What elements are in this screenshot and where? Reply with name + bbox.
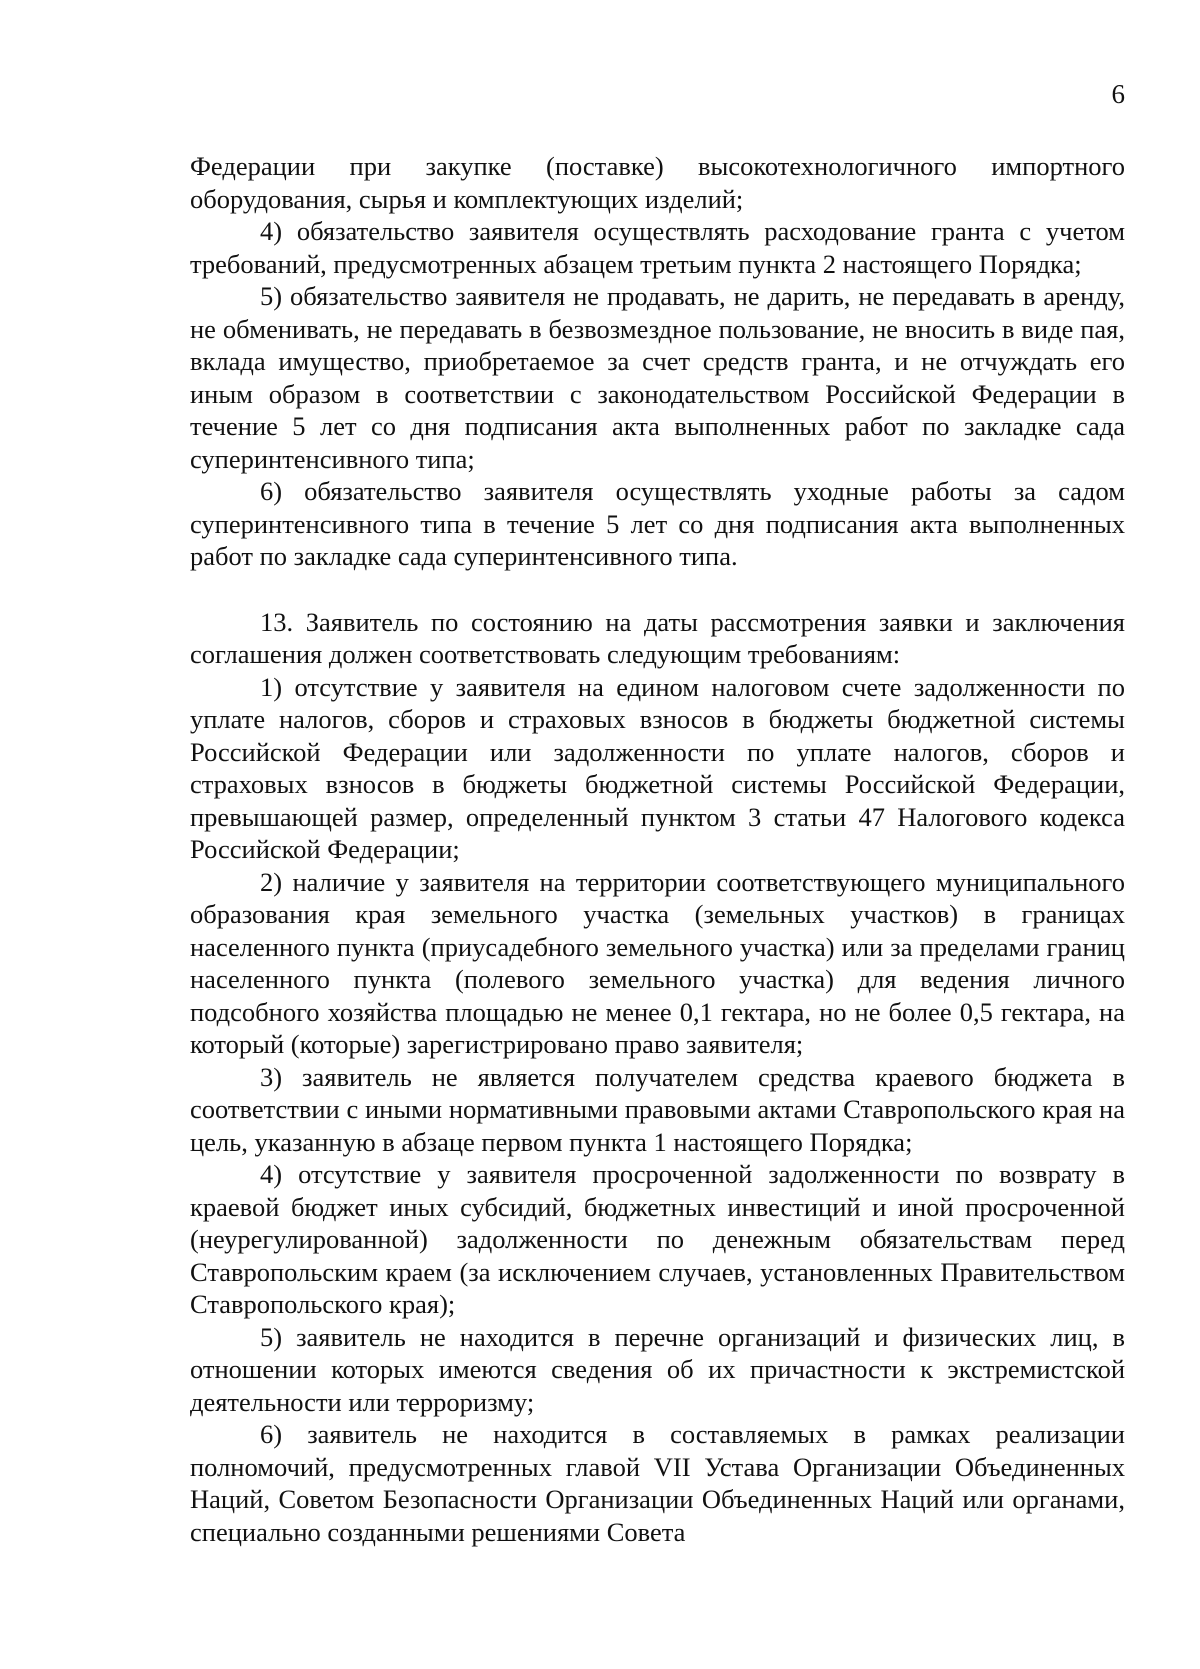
paragraph-item-5: 5) обязательство заявителя не продавать, не дарить, не передавать в аренду, не обменивать, не передавать в безвозмездное пользование, не вносить в виде пая, вклада имущество, приобретаемое за счет средств гранта, и не отчуждать его иным образом в соответствии с законодательством Российской Федерации в течение 5 лет со дня подписания акта выполненных работ по закладке сада суперинтенсивного типа;: [190, 281, 1125, 474]
paragraph-requirement-5: 5) заявитель не находится в перечне организаций и физических лиц, в отношении которых имеются сведения об их причастности к экстремистской деятельности или терроризму;: [190, 1321, 1125, 1417]
paragraph-item-6: 6) обязательство заявителя осуществлять уходные работы за садом суперинтенсивного типа в течение 5 лет со дня подписания акта выполненных работ по закладке сада суперинтенсивного типа.: [190, 476, 1125, 571]
document-body: [190, 150, 1125, 1548]
paragraph-continuation: Федерации при закупке (поставке) высокотехнологичного импортного оборудования, сырья и комплектующих изделий;: [190, 151, 1125, 214]
page-number: 6: [1111, 79, 1125, 109]
paragraph-section-13: 13. Заявитель по состоянию на даты рассмотрения заявки и заключения соглашения должен соответствовать следующим требованиям:: [190, 606, 1125, 669]
paragraph-requirement-3: 3) заявитель не является получателем средства краевого бюджета в соответствии с иными нормативными правовыми актами Ставропольского края на цель, указанную в абзаце первом пункта 1 настоящего Порядка;: [190, 1061, 1125, 1157]
paragraph-item-4: 4) обязательство заявителя осуществлять расходование гранта с учетом требований, предусмотренных абзацем третьим пункта 2 настоящего Порядка;: [190, 216, 1125, 279]
paragraph-requirement-4: 4) отсутствие у заявителя просроченной задолженности по возврату в краевой бюджет иных субсидий, бюджетных инвестиций и иной просроченной (неурегулированной) задолженности по денежным обязательствам перед Ставропольским краем (за исключением случаев, установленных Правительством Ставропольского края);: [190, 1159, 1125, 1319]
section-gap: [190, 573, 1125, 606]
paragraph-requirement-6: 6) заявитель не находится в составляемых в рамках реализации полномочий, предусмотренных главой VII Устава Организации Объединенных Наций, Советом Безопасности Организации Объединенных Наций или органами, специально созданными решениями Совета: [190, 1419, 1125, 1547]
paragraph-requirement-2: 2) наличие у заявителя на территории соответствующего муниципального образования края земельного участка (земельных участков) в границах населенного пункта (приусадебного земельного участка) или за пределами границ населенного пункта (полевого земельного участка) для ведения личного подсобного хозяйства площадью не менее 0,1 гектара, но не более 0,5 гектара, на который (которые) зарегистрировано право заявителя;: [190, 866, 1125, 1059]
paragraph-requirement-1: 1) отсутствие у заявителя на едином налоговом счете задолженности по уплате налогов, сборов и страховых взносов в бюджеты бюджетной системы Российской Федерации или задолженности по уплате налогов, сборов и страховых взносов в бюджеты бюджетной системы Российской Федерации, превышающей размер, определенный пунктом 3 статьи 47 Налогового кодекса Российской Федерации;: [190, 671, 1125, 864]
